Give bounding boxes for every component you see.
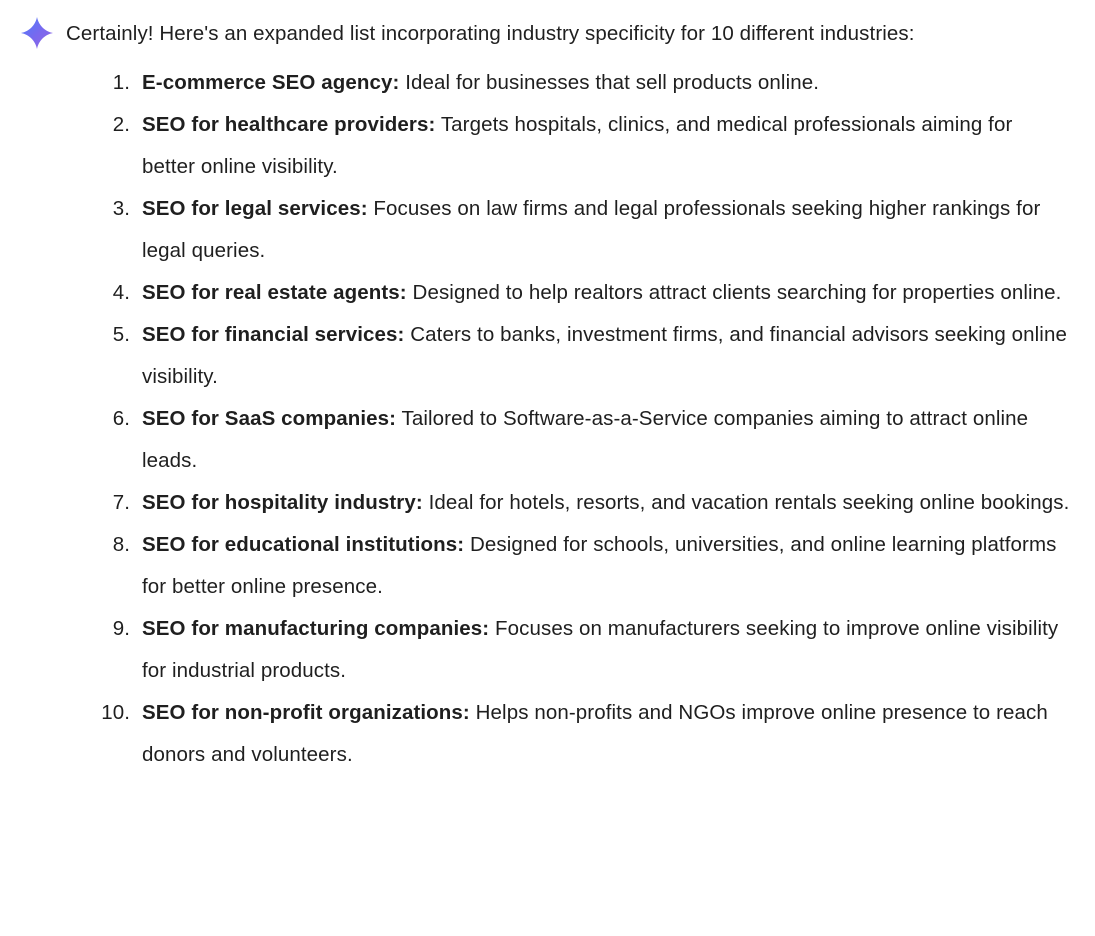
list-item-term: SEO for financial services: (142, 323, 405, 346)
list-item-desc: Caters to banks, investment firms, and financial advisors seeking online visibility. (142, 323, 1067, 388)
list-marker: 10. (101, 701, 130, 724)
list-marker: 7. (112, 491, 130, 514)
list-item-desc: Focuses on law firms and legal professionals seeking higher rankings for legal queries. (142, 197, 1041, 262)
list-item-desc: Helps non-profits and NGOs improve online presence to reach donors and volunteers. (142, 701, 1048, 766)
list-item-term: SEO for non-profit organizations: (142, 701, 470, 724)
list-item-term: SEO for legal services: (142, 197, 368, 220)
list-item-desc: Ideal for businesses that sell products online. (399, 71, 820, 94)
list-item (90, 314, 1071, 398)
list-item-desc: Targets hospitals, clinics, and medical professionals aiming for better online visibility. (142, 113, 1013, 178)
list-item-term: SEO for SaaS companies: (142, 407, 397, 430)
list-item-desc: Focuses on manufacturers seeking to improve online visibility for industrial products. (142, 617, 1059, 682)
assistant-avatar (14, 14, 60, 50)
list-item-term: SEO for healthcare providers: (142, 113, 436, 136)
list-item-desc: Designed for schools, universities, and online learning platforms for better online presence. (142, 533, 1057, 598)
list-marker: 6. (112, 407, 130, 430)
list-item (90, 524, 1071, 608)
list-item-desc: Designed to help realtors attract clients searching for properties online. (406, 281, 1062, 304)
list-marker: 4. (112, 281, 130, 304)
message-body (60, 14, 1071, 776)
list-item-term: E-commerce SEO agency: (142, 71, 400, 94)
list-item-term: SEO for educational institutions: (142, 533, 465, 556)
list-marker: 9. (112, 617, 130, 640)
list-marker: 2. (112, 113, 130, 136)
list-item (90, 272, 1071, 314)
list-marker: 1. (112, 71, 130, 94)
list-item (90, 608, 1071, 692)
list-item-desc: Tailored to Software-as-a-Service companies aiming to attract online leads. (142, 407, 1029, 472)
industry-list (66, 62, 1071, 776)
list-item-desc: Ideal for hotels, resorts, and vacation rentals seeking online bookings. (422, 491, 1070, 514)
list-marker: 5. (112, 323, 130, 346)
sparkle-icon (20, 16, 54, 50)
list-marker: 3. (112, 197, 130, 220)
list-marker: 8. (112, 533, 130, 556)
list-item (90, 482, 1071, 524)
list-item (90, 62, 1071, 104)
list-item (90, 692, 1071, 776)
list-item (90, 398, 1071, 482)
list-item-term: SEO for manufacturing companies: (142, 617, 490, 640)
list-item-term: SEO for hospitality industry: (142, 491, 423, 514)
list-item (90, 188, 1071, 272)
intro-paragraph: Certainly! Here's an expanded list incorporating industry specificity for 10 different industries: (66, 22, 915, 45)
list-item (90, 104, 1071, 188)
list-item-term: SEO for real estate agents: (142, 281, 407, 304)
